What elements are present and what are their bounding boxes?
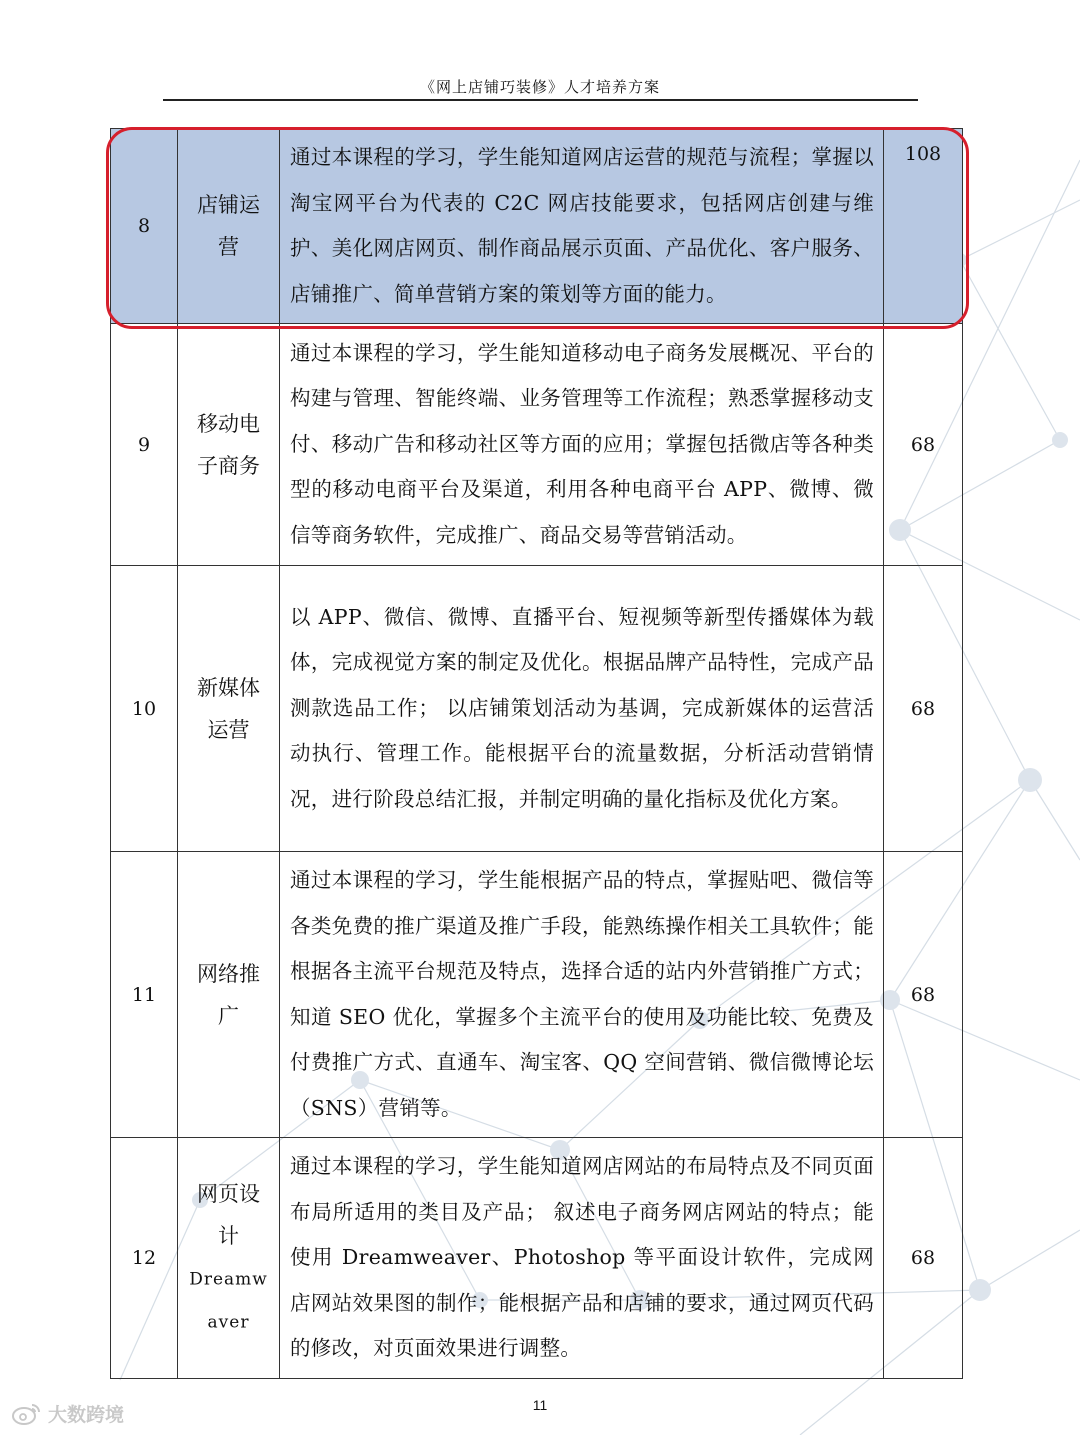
course-name: 新媒体运营 [178, 566, 280, 852]
course-number: 10 [111, 566, 178, 852]
course-hours: 108 [884, 129, 963, 324]
table-row [111, 129, 963, 324]
course-number: 11 [111, 852, 178, 1138]
course-description: 通过本课程的学习，学生能知道网店网站的布局特点及不同页面布局所适用的类目及产品； 叙述电子商务网店网站的特点；能使用 Dreamweaver、Photoshop 等平面设计软件，完成网店网站效果图的制作；能根据产品和店铺的要求，通过网页代码的修改，对页面效果进行调整。 [280, 1138, 884, 1379]
page-header-title: 《网上店铺巧装修》人才培养方案 [419, 78, 660, 96]
course-hours: 68 [884, 324, 963, 566]
course-name: 网络推广 [178, 852, 280, 1138]
watermark-text: 大数跨境 [48, 1404, 125, 1426]
course-description: 通过本课程的学习，学生能知道移动电子商务发展概况、平台的构建与管理、智能终端、业务管理等工作流程；熟悉掌握移动支付、移动广告和移动社区等方面的应用；掌握包括微店等各种类型的移动电商平台及渠道，利用各种电商平台 APP、微博、微信等商务软件，完成推广、商品交易等营销活动。 [280, 324, 884, 566]
course-hours: 68 [884, 1138, 963, 1379]
course-table [110, 128, 963, 1379]
course-hours: 68 [884, 566, 963, 852]
table-row [111, 566, 963, 852]
course-description: 通过本课程的学习，学生能根据产品的特点，掌握贴吧、微信等各类免费的推广渠道及推广手段，能熟练操作相关工具软件；能根据各主流平台规范及特点，选择合适的站内外营销推广方式；知道 SEO 优化，掌握多个主流平台的使用及功能比较、免费及付费推广方式、直通车、淘宝客、QQ 空间营销、微信微博论坛（SNS）营销等。 [280, 852, 884, 1138]
course-name-latin: Dreamwaver [189, 1269, 268, 1333]
header-divider [163, 99, 918, 101]
course-name: 网页设计 [197, 1181, 260, 1248]
course-number: 12 [111, 1138, 178, 1379]
watermark [12, 1400, 124, 1427]
weibo-logo-icon [12, 1402, 42, 1426]
course-name: 移动电子商务 [178, 324, 280, 566]
course-description: 以 APP、微信、微博、直播平台、短视频等新型传播媒体为载体，完成视觉方案的制定及优化。根据品牌产品特性，完成产品测款选品工作； 以店铺策划活动为基调，完成新媒体的运营活动执行、管理工作。能根据平台的流量数据，分析活动营销情况，进行阶段总结汇报，并制定明确的量化指标及优化方案。 [280, 566, 884, 852]
page-number: 11 [532, 1397, 548, 1413]
table-row [111, 324, 963, 566]
table-row [111, 852, 963, 1138]
course-hours: 68 [884, 852, 963, 1138]
course-name-cell [178, 1138, 280, 1379]
course-description: 通过本课程的学习，学生能知道网店运营的规范与流程；掌握以淘宝网平台为代表的 C2C 网店技能要求，包括网店创建与维护、美化网店网页、制作商品展示页面、产品优化、客户服务、店铺推广、简单营销方案的策划等方面的能力。 [280, 129, 884, 324]
course-number: 8 [111, 129, 178, 324]
course-number: 9 [111, 324, 178, 566]
course-name: 店铺运营 [178, 129, 280, 324]
table-row [111, 1138, 963, 1379]
